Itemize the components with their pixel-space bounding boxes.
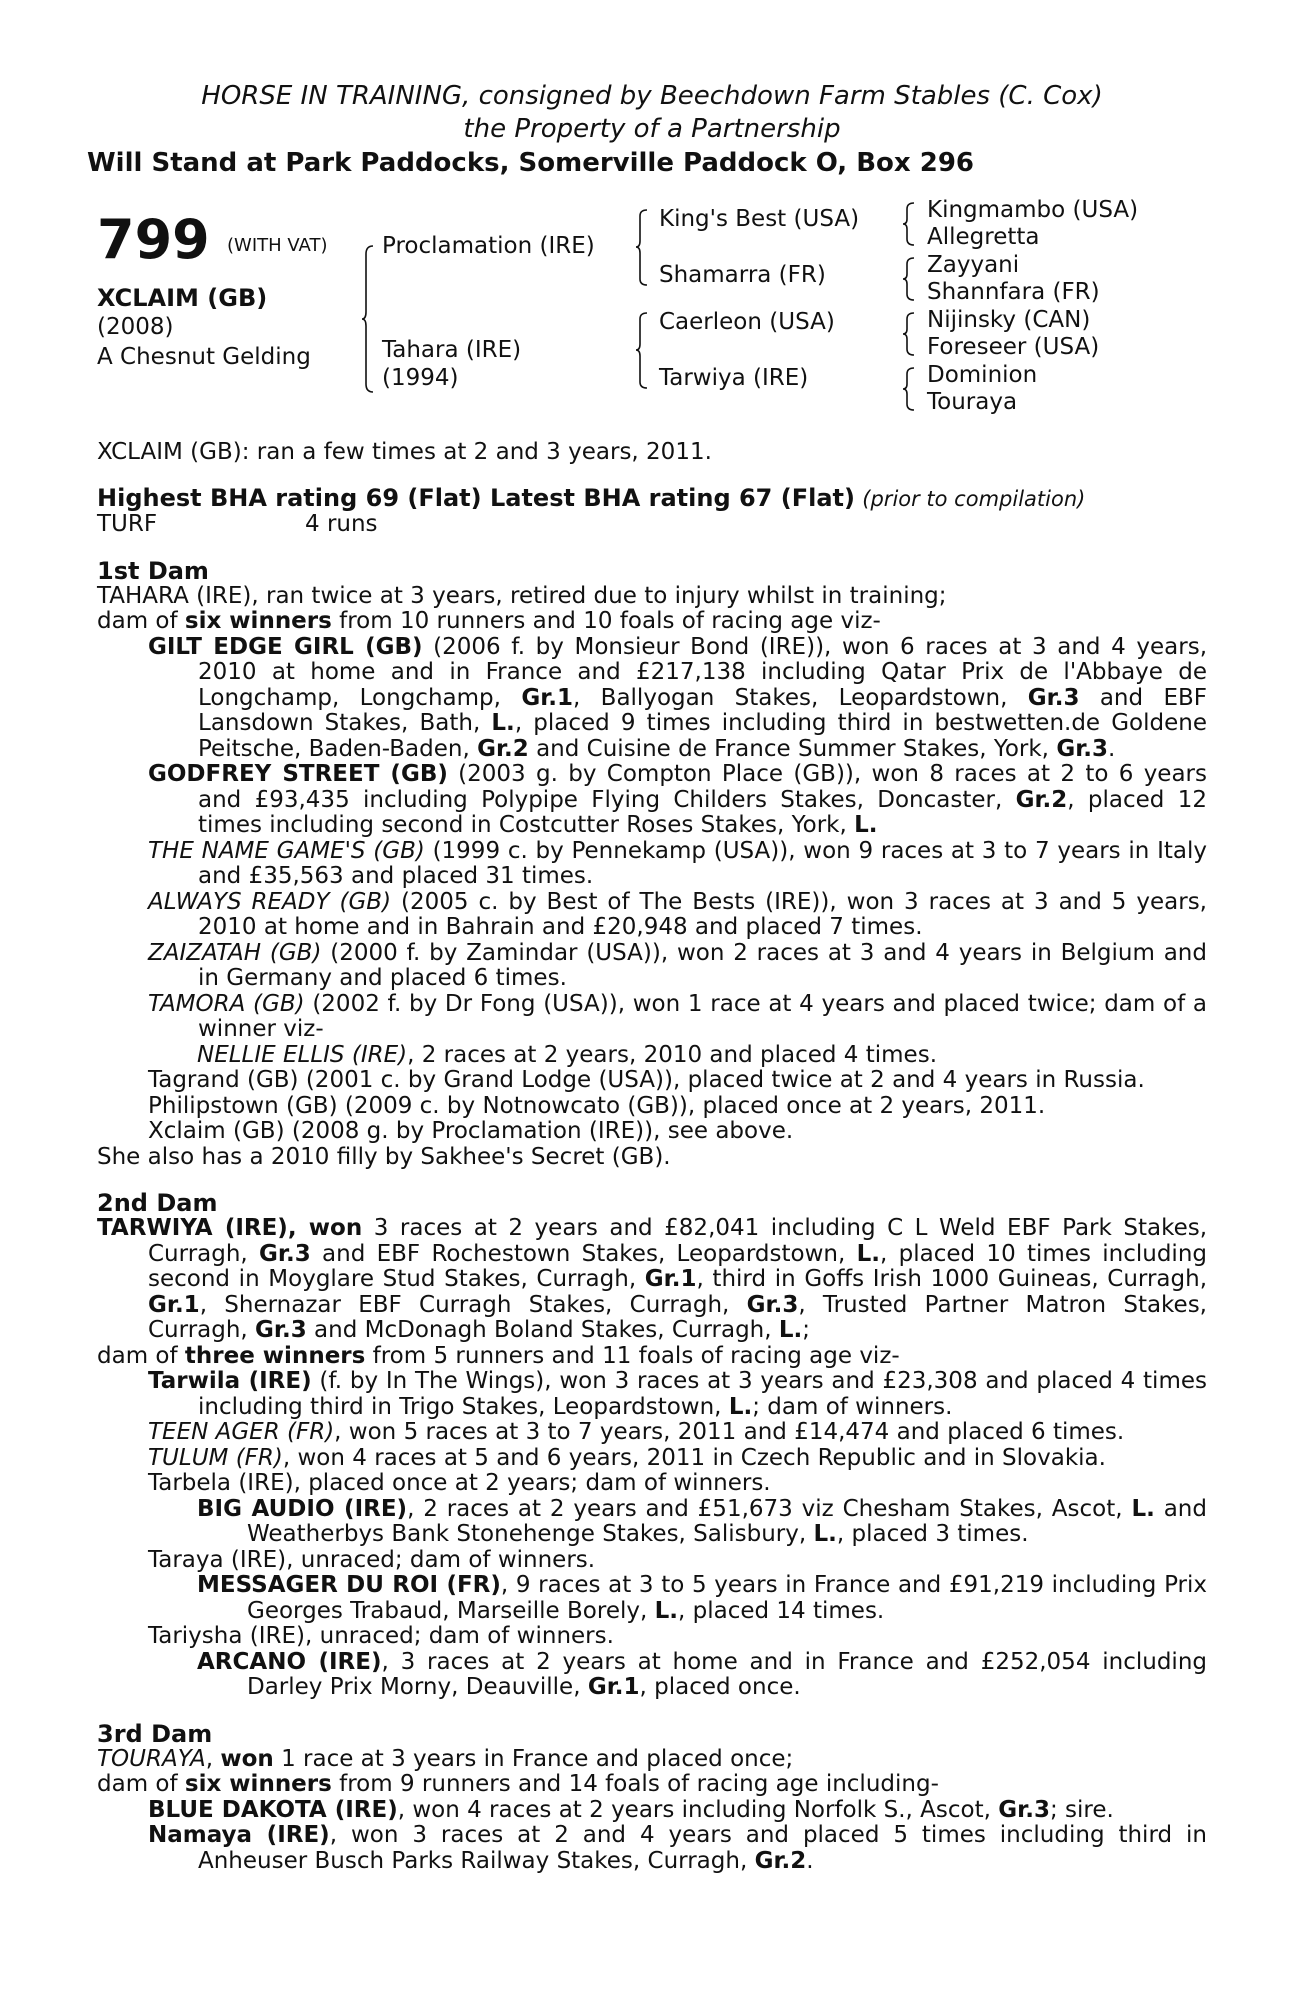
text: dam of <box>97 1771 185 1797</box>
pedigree-bracket-sd <box>902 256 916 302</box>
progeny-entry <box>97 635 1207 763</box>
grade: Gr.1 <box>521 684 573 711</box>
text: , 2 races at 2 years, 2010 and placed 4 times. <box>407 1041 938 1068</box>
text: , Trusted Partner Matron Stakes, Curragh, <box>148 1291 1207 1343</box>
grade: Gr.3 <box>746 1291 799 1318</box>
grade: Gr.1 <box>148 1291 200 1318</box>
text: dam of <box>97 1342 185 1369</box>
progeny-entry <box>97 1823 1207 1874</box>
sire-sire-sire: Kingmambo (USA) <box>927 197 1139 223</box>
winners-count: six winners <box>184 608 332 634</box>
grade: Gr.1 <box>644 1266 697 1292</box>
dam: Tahara (IRE) <box>382 337 522 363</box>
progeny-name: BLUE DAKOTA (IRE) <box>148 1796 398 1823</box>
third-dam-record: TOURAYA, won 1 race at 3 years in France and placed once; <box>97 1745 794 1772</box>
text: (2002 f. by Dr Fong (USA)), won 1 race at 4 years and placed twice; dam of a winner viz- <box>198 990 1207 1042</box>
second-dam-heading: 2nd Dam <box>97 1189 218 1217</box>
grand-progeny-entry <box>97 1573 1207 1624</box>
dam-sire: Caerleon (USA) <box>659 309 835 335</box>
pedigree-bracket-sire <box>635 208 649 288</box>
lot-number: 799 <box>97 208 210 271</box>
grade: Gr.2 <box>1015 786 1068 813</box>
text: , placed 3 times. <box>836 1521 1029 1547</box>
text: , Shernazar EBF Curragh Stakes, Curragh, <box>199 1291 747 1318</box>
progeny-entry <box>97 890 1207 941</box>
progeny-entry <box>97 839 1207 890</box>
text: , placed 12 times including second in Costcutter Roses Stakes, York, <box>198 786 1207 838</box>
text: (2000 f. by Zamindar (USA)), won 2 races at 3 and 4 years in Belgium and in Germany and placed 6 times. <box>198 939 1207 991</box>
progeny-name: NELLIE ELLIS (IRE) <box>197 1041 408 1068</box>
grade: Gr.3 <box>259 1240 311 1267</box>
progeny-name: Tarwila (IRE) <box>148 1368 312 1394</box>
horse-year: (2008) <box>97 314 174 340</box>
second-dam-record <box>97 1216 1207 1344</box>
progeny-name: MESSAGER DU ROI (FR) <box>197 1572 501 1598</box>
dam-year: (1994) <box>382 365 459 391</box>
grade: L. <box>856 1240 881 1267</box>
text: (2003 g. by Compton Place (GB)), won 8 races at 2 to 6 years and £93,435 including Polypipe Flying Childers Stakes, Doncaster, <box>198 761 1207 813</box>
grade: L. <box>728 1393 753 1420</box>
text: , won 3 races at 2 and 4 years and placed 5 times including third in Anheuser Busch Parks Railway Stakes, Curragh, <box>198 1822 1207 1874</box>
winners-count: six winners <box>184 1771 332 1797</box>
dam-sire-dam: Foreseer (USA) <box>927 334 1100 360</box>
third-dam-heading: 3rd Dam <box>97 1719 213 1748</box>
dam-dam-sire: Dominion <box>927 362 1038 388</box>
first-dam-heading: 1st Dam <box>97 556 209 585</box>
text: and McDonagh Boland Stakes, Curragh, <box>306 1317 779 1343</box>
pedigree-bracket-ds <box>902 311 916 357</box>
text: ; sire. <box>1049 1796 1114 1823</box>
second-dam-produce <box>97 1344 1207 1370</box>
text: (f. by In The Wings), won 3 races at 3 years and £23,308 and placed 4 times including third in Trigo Stakes, Leopardstown, <box>198 1368 1207 1420</box>
text: , 9 races at 3 to 5 years in France and £91,219 including Prix Georges Trabaud, Marseille Borely, <box>247 1572 1207 1624</box>
grade: L. <box>854 812 878 838</box>
race-summary: XCLAIM (GB): ran a few times at 2 and 3 years, 2011. <box>97 439 712 465</box>
runs: 4 runs <box>305 511 378 537</box>
text: and Cuisine de France Summer Stakes, York, <box>528 735 1057 762</box>
text: . <box>1108 735 1116 762</box>
dam-name: TARWIYA (IRE) <box>97 1215 288 1241</box>
dam-sire-sire: Nijinsky (CAN) <box>927 307 1091 333</box>
progeny-entry <box>97 1369 1207 1420</box>
sire-dam-sire: Zayyani <box>927 252 1020 278</box>
progeny-name: ZAIZATAH (GB) <box>148 939 322 966</box>
pedigree-bracket-dd <box>902 366 916 412</box>
catalogue-page <box>87 80 1208 1874</box>
horse-description: A Chesnut Gelding <box>97 344 311 370</box>
text: , placed once. <box>639 1674 801 1700</box>
grade: L. <box>491 710 515 736</box>
progeny-name: GILT EDGE GIRL (GB) <box>148 633 423 660</box>
progeny-entry: Philipstown (GB) (2009 c. by Notnowcato (GB)), placed once at 2 years, 2011. <box>148 1092 1046 1119</box>
text: ; <box>802 1317 811 1343</box>
text: and EBF Rochestown Stakes, Leopardstown, <box>310 1240 857 1267</box>
progeny-name: BIG AUDIO (IRE) <box>197 1495 408 1522</box>
text: (2005 c. by Best of The Bests (IRE)), won 3 races at 3 and 5 years, 2010 at home and in Bahrain and £20,948 and placed 7 times. <box>198 888 1207 940</box>
text: from 5 runners and 11 foals of racing age viz- <box>365 1342 900 1369</box>
pedigree-bracket-ss <box>902 201 916 247</box>
text: (1999 c. by Pennekamp (USA)), won 9 races at 3 to 7 years in Italy and £35,563 and placed 31 times. <box>198 837 1208 889</box>
progeny-name: TULUM (FR) <box>148 1444 283 1471</box>
text: (2006 f. by Monsieur Bond (IRE)), won 6 races at 3 and 4 years, 2010 at home and in France and £217,138 including Qatar Prix de l'Abbaye de Longchamp, Longchamp, <box>198 633 1208 711</box>
text: , placed 9 times including third in bestwetten.de Goldene Peitsche, Baden-Baden, <box>198 710 1207 762</box>
grand-progeny-entry <box>97 1650 1207 1701</box>
pedigree-bracket-dam <box>635 311 649 391</box>
text: , 2 races at 2 years and £51,673 viz Chesham Stakes, Ascot, <box>407 1495 1132 1522</box>
text: , won 4 races at 2 years including Norfolk S., Ascot, <box>397 1796 999 1823</box>
grade: L. <box>778 1317 803 1343</box>
text: , placed 10 times including second in Moyglare Stud Stakes, Curragh, <box>148 1240 1207 1292</box>
pedigree-block <box>97 197 1207 432</box>
text: 3 races at 2 years and £82,041 including C L Weld EBF Park Stakes, Curragh, <box>148 1215 1208 1267</box>
progeny-entry <box>97 941 1207 992</box>
text: , third in Goffs Irish 1000 Guineas, Curragh, <box>696 1266 1208 1292</box>
text: , won 4 races at 5 and 6 years, 2011 in Czech Republic and in Slovakia. <box>282 1444 1106 1471</box>
sire-sire-dam: Allegretta <box>927 224 1040 250</box>
text: from 9 runners and 14 foals of racing age including- <box>331 1771 939 1797</box>
first-dam-intro: TAHARA (IRE), ran twice at 3 years, retired due to injury whilst in training; <box>97 582 947 609</box>
grade: Gr.3 <box>255 1317 307 1343</box>
page-header <box>87 80 1217 180</box>
text: dam of <box>97 608 185 634</box>
surface: TURF <box>97 511 158 537</box>
text: , 3 races at 2 years at home and in France and £252,054 including Darley Prix Morny, Deauville, <box>247 1648 1207 1700</box>
winners-count: three winners <box>184 1342 366 1369</box>
progeny-entry: Xclaim (GB) (2008 g. by Proclamation (IRE)), see above. <box>148 1118 794 1144</box>
grand-progeny-entry <box>97 1497 1207 1548</box>
pedigree-bracket-gen1 <box>361 244 375 394</box>
progeny-entry <box>97 1798 1207 1824</box>
progeny-name: TEEN AGER (FR) <box>148 1419 335 1445</box>
grade: Gr.3 <box>1056 735 1108 762</box>
progeny-entry: Tarbela (IRE), placed once at 2 years; dam of winners. <box>148 1470 771 1496</box>
grade: Gr.3 <box>998 1796 1050 1823</box>
grade: L. <box>654 1597 678 1624</box>
vat-note: (WITH VAT) <box>227 235 328 256</box>
consignor-line: HORSE IN TRAINING, consigned by Beechdown Farm Stables (C. Cox) <box>201 81 1103 111</box>
horse-name: XCLAIM (GB) <box>97 284 268 312</box>
text: , Ballyogan Stakes, Leopardstown, <box>573 684 1028 711</box>
rating-line <box>97 483 1207 513</box>
progeny-name: TAMORA (GB) <box>148 990 305 1017</box>
progeny-entry <box>97 1420 1207 1446</box>
progeny-entry <box>97 1446 1207 1472</box>
grade: Gr.1 <box>587 1674 640 1700</box>
progeny-entry: Tariysha (IRE), unraced; dam of winners. <box>148 1623 614 1649</box>
sire-dam-dam: Shannfara (FR) <box>927 279 1100 305</box>
progeny-entry: Tagrand (GB) (2001 c. by Grand Lodge (USA)), placed twice at 2 and 4 years in Russia. <box>148 1067 1145 1093</box>
text: from 10 runners and 10 foals of racing age viz- <box>331 608 881 634</box>
rating-note: (prior to compilation) <box>862 486 1086 511</box>
sire: Proclamation (IRE) <box>382 233 595 259</box>
progeny-name: THE NAME GAME'S (GB) <box>148 837 425 864</box>
grade: Gr.2 <box>754 1847 807 1874</box>
dam-dam: Tarwiya (IRE) <box>659 365 809 391</box>
sire-dam: Shamarra (FR) <box>659 262 826 288</box>
sire-sire: King's Best (USA) <box>659 206 860 232</box>
text: , won 5 races at 3 to 7 years, 2011 and £14,474 and placed 6 times. <box>334 1419 1125 1445</box>
progeny-name: ARCANO (IRE) <box>197 1648 382 1675</box>
grade: L. <box>1131 1495 1155 1522</box>
dam-name: TOURAYA <box>97 1745 206 1772</box>
progeny-entry: Taraya (IRE), unraced; dam of winners. <box>148 1546 596 1573</box>
grade: L. <box>813 1521 837 1547</box>
text: and EBF Lansdown Stakes, Bath, <box>198 684 1208 736</box>
text: , won <box>287 1215 363 1241</box>
progeny-name: ALWAYS READY (GB) <box>148 888 392 915</box>
third-dam-produce <box>97 1772 1207 1798</box>
progeny-name: Namaya (IRE) <box>148 1822 330 1848</box>
grand-progeny-entry <box>97 1043 1207 1069</box>
text: ; dam of winners. <box>752 1393 953 1420</box>
progeny-entry <box>97 992 1207 1043</box>
turf-line <box>97 512 1207 538</box>
stand-location: Will Stand at Park Paddocks, Somerville Paddock O, Box 296 <box>87 148 975 178</box>
progeny-name: GODFREY STREET (GB) <box>148 761 448 787</box>
text: . <box>806 1847 814 1874</box>
rating-text: Highest BHA rating 69 (Flat) Latest BHA rating 67 (Flat) <box>97 483 855 512</box>
grade: Gr.3 <box>1027 684 1080 711</box>
text: and Weatherbys Bank Stonehenge Stakes, Salisbury, <box>247 1495 1207 1547</box>
first-dam-produce <box>97 609 1207 635</box>
text: 1 race at 3 years in France and placed once; <box>273 1745 794 1772</box>
dam-dam-dam: Touraya <box>927 389 1018 415</box>
text: won <box>220 1745 274 1772</box>
text: , placed 14 times. <box>678 1597 885 1624</box>
property-line: the Property of a Partnership <box>463 114 841 144</box>
first-dam-outro: She also has a 2010 filly by Sakhee's Secret (GB). <box>97 1143 671 1170</box>
progeny-entry <box>97 762 1207 839</box>
grade: Gr.2 <box>477 735 529 762</box>
